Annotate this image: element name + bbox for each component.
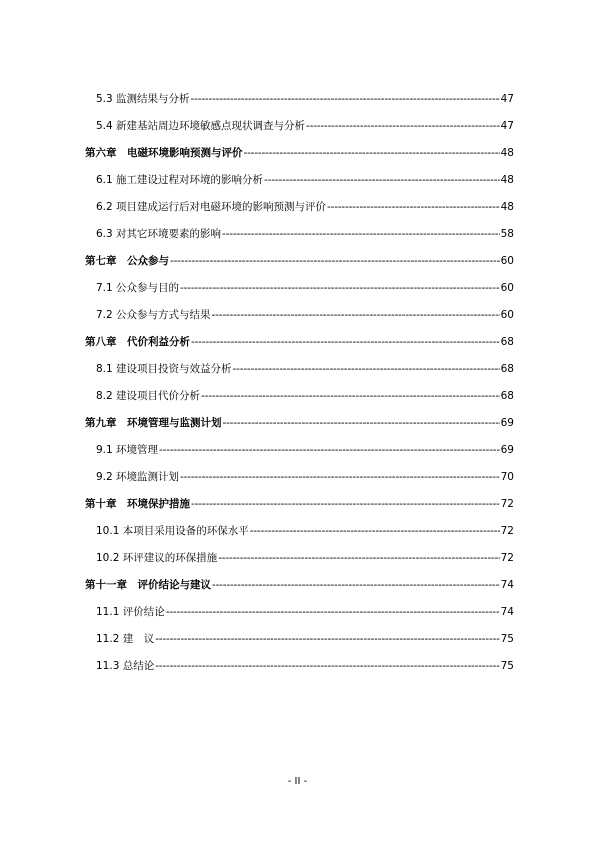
toc-entry-page: 70 [500, 470, 514, 483]
toc-dot-leader [201, 390, 500, 402]
toc-dot-leader [222, 228, 500, 240]
toc-entry[interactable] [0, 598, 595, 625]
toc-entry-page: 60 [500, 281, 514, 294]
toc-entry[interactable] [0, 355, 595, 382]
page-number-footer: - II - [287, 776, 308, 787]
toc-chapter[interactable] [0, 328, 595, 355]
toc-entry-page: 69 [500, 443, 514, 456]
toc-entry-title: 7.1 公众参与目的 [96, 282, 180, 294]
toc-entry[interactable] [0, 112, 595, 139]
toc-chapter[interactable] [0, 571, 595, 598]
toc-chapter-title: 第八章 代价利益分析 [85, 336, 190, 348]
toc-entry-page: 72 [500, 524, 514, 537]
toc-dot-leader [191, 93, 500, 105]
toc-entry[interactable] [0, 463, 595, 490]
toc-chapter[interactable] [0, 490, 595, 517]
toc-dot-leader [155, 633, 499, 645]
toc-entry-title: 11.2 建 议 [96, 633, 155, 645]
toc-entry[interactable] [0, 301, 595, 328]
toc-dot-leader [166, 606, 500, 618]
toc-entry-title: 5.4 新建基站周边环境敏感点现状调查与分析 [96, 120, 306, 132]
toc-entry[interactable] [0, 625, 595, 652]
toc-entry-page: 48 [500, 173, 514, 186]
toc-chapter-page: 48 [500, 146, 514, 159]
toc-dot-leader [159, 444, 500, 456]
toc-dot-leader [212, 309, 500, 321]
toc-entry[interactable] [0, 652, 595, 679]
toc-entry-page: 74 [500, 605, 514, 618]
toc-entry[interactable] [0, 382, 595, 409]
toc-entry-title: 9.1 环境管理 [96, 444, 159, 456]
toc-dot-leader [244, 147, 500, 159]
toc-dot-leader [233, 363, 500, 375]
toc-chapter-page: 69 [500, 416, 514, 429]
toc-dot-leader [218, 552, 499, 564]
toc-entry[interactable] [0, 166, 595, 193]
toc-dot-leader [212, 579, 500, 591]
toc-dot-leader [264, 174, 500, 186]
toc-entry[interactable] [0, 544, 595, 571]
toc-chapter[interactable] [0, 139, 595, 166]
toc-entry[interactable] [0, 220, 595, 247]
toc-entry-title: 6.1 施工建设过程对环境的影响分析 [96, 174, 264, 186]
toc-dot-leader [306, 120, 500, 132]
toc-chapter[interactable] [0, 409, 595, 436]
toc-entry-page: 48 [500, 200, 514, 213]
toc-chapter-title: 第六章 电磁环境影响预测与评价 [85, 147, 243, 159]
toc-chapter-page: 74 [500, 578, 514, 591]
toc-chapter-title: 第十一章 评价结论与建议 [85, 579, 211, 591]
toc-entry-page: 75 [500, 632, 514, 645]
toc-entry-title: 10.1 本项目采用设备的环保水平 [96, 525, 249, 537]
toc-entry[interactable] [0, 85, 595, 112]
toc-dot-leader [327, 201, 500, 213]
toc-entry-title: 10.2 环评建议的环保措施 [96, 552, 218, 564]
toc-dot-leader [180, 282, 500, 294]
toc-entry-title: 9.2 环境监测计划 [96, 471, 180, 483]
toc-entry-title: 5.3 监测结果与分析 [96, 93, 190, 105]
toc-chapter-page: 68 [500, 335, 514, 348]
toc-entry-title: 7.2 公众参与方式与结果 [96, 309, 211, 321]
toc-entry-page: 58 [500, 227, 514, 240]
toc-entry-page: 72 [500, 551, 514, 564]
toc-entry[interactable] [0, 193, 595, 220]
toc-entry-page: 68 [500, 362, 514, 375]
toc-chapter[interactable] [0, 247, 595, 274]
toc-entry-page: 47 [500, 92, 514, 105]
toc-dot-leader [155, 660, 499, 672]
toc-dot-leader [180, 471, 500, 483]
toc-entry-title: 11.1 评价结论 [96, 606, 165, 618]
toc-chapter-page: 60 [500, 254, 514, 267]
toc-entry-title: 8.2 建设项目代价分析 [96, 390, 201, 402]
toc-entry-title: 8.1 建设项目投资与效益分析 [96, 363, 232, 375]
toc-chapter-page: 72 [500, 497, 514, 510]
toc-dot-leader [250, 525, 500, 537]
toc-entry-page: 75 [500, 659, 514, 672]
toc-entry-title: 11.3 总结论 [96, 660, 155, 672]
toc-entry-title: 6.2 项目建成运行后对电磁环境的影响预测与评价 [96, 201, 327, 213]
toc-chapter-title: 第十章 环境保护措施 [85, 498, 190, 510]
toc-entry[interactable] [0, 517, 595, 544]
toc-entry-page: 47 [500, 119, 514, 132]
toc-dot-leader [170, 255, 500, 267]
toc-entry-title: 6.3 对其它环境要素的影响 [96, 228, 222, 240]
toc-dot-leader [191, 336, 500, 348]
table-of-contents [0, 85, 595, 679]
toc-entry-page: 60 [500, 308, 514, 321]
toc-entry-page: 68 [500, 389, 514, 402]
toc-chapter-title: 第七章 公众参与 [85, 255, 169, 267]
toc-entry[interactable] [0, 436, 595, 463]
toc-dot-leader [223, 417, 500, 429]
toc-chapter-title: 第九章 环境管理与监测计划 [85, 417, 222, 429]
toc-entry[interactable] [0, 274, 595, 301]
toc-dot-leader [191, 498, 500, 510]
